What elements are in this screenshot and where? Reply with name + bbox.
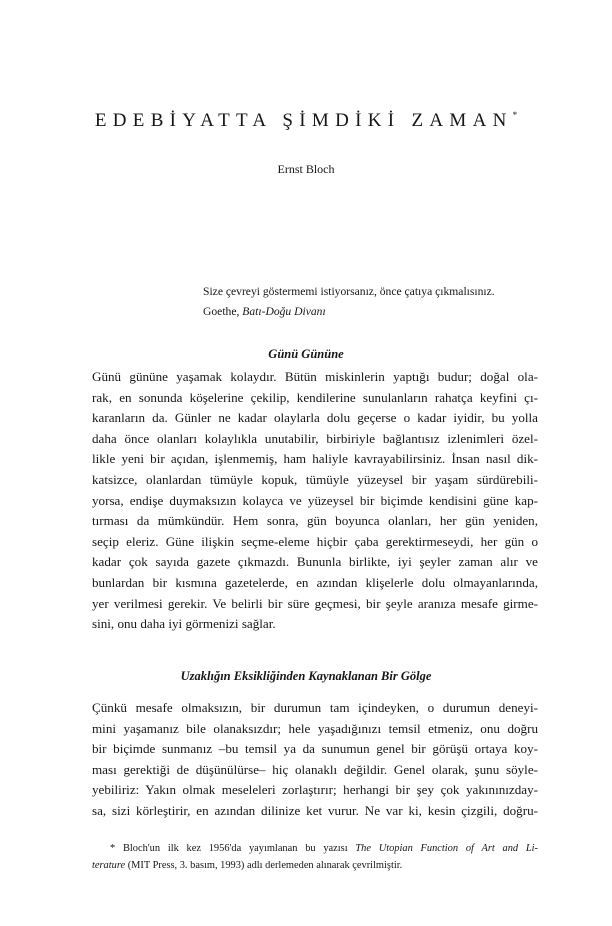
text-line: bir biçimde sunmanız –bu temsil ya da sunumun genel bir görüşü ortaya koy-: [92, 741, 538, 757]
footnote-book-title-end: terature: [92, 860, 126, 871]
epigraph: [203, 282, 563, 322]
epigraph-author: Goethe,: [203, 305, 243, 318]
footnote-mark: *: [110, 843, 116, 854]
text-line: bunlardan bir kısmına gazetelerde, en azından klişelerle dolu olmayanlarında,: [92, 574, 538, 590]
epigraph-work: Batı-Doğu Divanı: [242, 305, 326, 318]
text-line: katsizce, olanlardan tümüyle kopuk, tümüyle yüzeysel bir yaşam sürdürebili-: [92, 471, 538, 487]
epigraph-attribution: [203, 302, 563, 322]
text-line: sa, sizi körleştirir, en azından dilinize ket vurur. Ne var ki, kesin çizgili, doğru-: [92, 802, 538, 818]
section-heading-1: Günü Gününe: [268, 347, 344, 361]
footnote-book-title: The Utopian Function of Art and Li-: [355, 843, 538, 854]
text-line: yer verilmesi gerekir. Ve belirli bir süre geçmesi, bir şeyle aranıza mesafe girme-: [92, 595, 538, 611]
section-1-paragraph: [92, 367, 538, 635]
text-line: tırması da mümkündür. Hem sonra, gün boyunca olanları, her gün yeniden,: [92, 513, 538, 529]
footnote: [92, 840, 538, 874]
footnote-line-2: [92, 857, 538, 874]
text-line: daha önce olanları kolaylıkla unutabilir, birbiriyle bağlantısız izlenimleri özel-: [92, 430, 538, 446]
text-line: mini yaşamanız bile olanaksızdır; hele yaşadığınızı temsil etmeniz, onu doğru: [92, 720, 538, 736]
text-line: seçip eleriz. Güne ilişkin seçme-eleme hiçbir çaba gerektirmeseydi, her gün o: [92, 533, 538, 549]
epigraph-quote: Size çevreyi göstermemi istiyorsanız, önce çatıya çıkmalısınız.: [203, 285, 495, 298]
text-line: sini, onu daha iyi görmenizi sağlar.: [92, 616, 276, 632]
author-name: Ernst Bloch: [277, 162, 335, 176]
text-line: kadar çok sayıda gazete çıkmazdı. Bununla birlikte, iyi şeyler zaman alır ve: [92, 554, 538, 570]
text-line: Çünkü mesafe olmaksızın, bir durumun tam içindeyken, o durumun deneyi-: [92, 700, 538, 715]
text-line: ması gerektiği de düşünülürse– hiç olanaklı değildir. Genel olarak, şunu söyle-: [92, 761, 538, 777]
title-footnote-mark: *: [512, 110, 518, 120]
text-line: karanların da. Günler ne kadar olaylarla dolu geçerse o kadar iyidir, bu yolla: [92, 410, 538, 426]
footnote-text: Bloch'un ilk kez 1956'da yayımlanan bu yazısı: [115, 843, 356, 854]
text-line: yorsa, endişe duymaksızın kolayca ve yüzeysel bir biçimde kendisini güne kap-: [92, 492, 538, 508]
footnote-text-end: (MIT Press, 3. basım, 1993) adlı derlemeden alınarak çevrilmiştir.: [125, 860, 403, 871]
text-line: Günü gününe yaşamak kolaydır. Bütün miskinlerin yaptığı budur; doğal ola-: [92, 369, 538, 384]
text-line: yebiliriz: Yakın olmak meseleleri zorlaştırır; herhangi bir şey çok yakınınızday-: [92, 782, 538, 798]
text-line: likle yeni bir açıdan, işlenmemiş, ham haliyle kavrayabilirsiniz. İnsan nasıl dik-: [92, 451, 538, 467]
chapter-title: [0, 103, 612, 133]
footnote-line-1: [92, 840, 538, 857]
section-2-paragraph: [92, 698, 538, 822]
text-line: rak, en sonunda köşelerine çekilip, kendilerine sunulanların rahatça keyfini çı-: [92, 389, 538, 405]
chapter-title-text: EDEBİYATTA ŞİMDİKİ ZAMAN: [94, 110, 513, 131]
section-heading-2: Uzaklığın Eksikliğinden Kaynaklanan Bir Gölge: [180, 669, 432, 683]
